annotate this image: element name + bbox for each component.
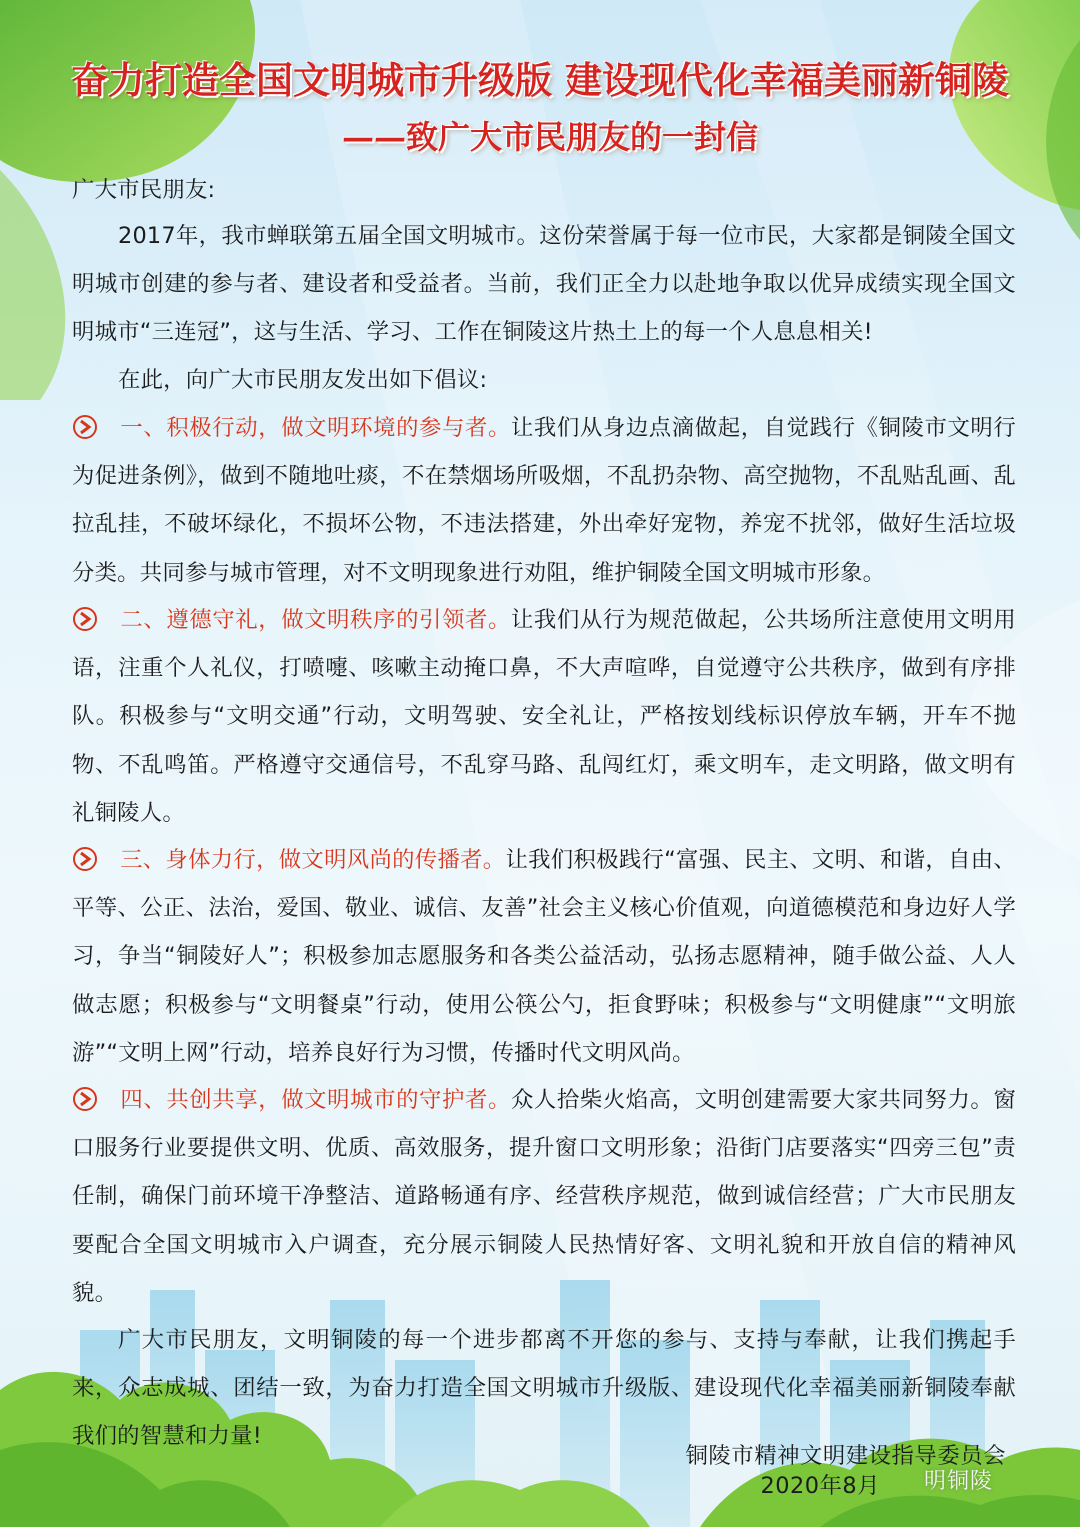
signature-date: 2020年8月 (760, 1473, 880, 1499)
circled-arrow-icon (72, 1086, 120, 1112)
list-item (72, 596, 1016, 837)
item-body: 让我们从行为规范做起，公共场所注意使用文明用语，注重个人礼仪，打喷嚏、咳嗽主动掩口鼻，不大声喧哗，自觉遵守公共秩序，做到有序排队。积极参与“文明交通”行动，文明驾驶、安全礼让，严格按划线标识停放车辆，开车不抛物、不乱鸣笛。严格遵守交通信号，不乱穿马路、乱闯红灯，乘文明车，走文明路，做文明有礼铜陵人。 (72, 607, 1016, 826)
circled-arrow-icon (72, 846, 120, 872)
circled-arrow-icon (72, 606, 120, 632)
item-heading: 一、积极行动，做文明环境的参与者。 (120, 415, 511, 441)
watermark: 明铜陵 (924, 1469, 994, 1494)
item-heading: 二、遵德守礼，做文明秩序的引领者。 (120, 607, 511, 633)
page-title: 奋力打造全国文明城市升级版 建设现代化幸福美丽新铜陵 (71, 58, 1009, 102)
list-item (72, 404, 1016, 597)
item-body: 让我们从身边点滴做起，自觉践行《铜陵市文明行为促进条例》，做到不随地吐痰，不在禁烟场所吸烟，不乱扔杂物、高空抛物，不乱贴乱画、乱拉乱挂，不破坏绿化，不损坏公物，不违法搭建，外出牵好宠物，养宠不扰邻，做好生活垃圾分类。共同参与城市管理，对不文明现象进行劝阻，维护铜陵全国文明城市形象。 (72, 415, 1016, 586)
item-body: 让我们积极践行“富强、民主、文明、和谐，自由、平等、公正、法治，爱国、敬业、诚信、友善”社会主义核心价值观，向道德模范和身边好人学习，争当“铜陵好人”；积极参加志愿服务和各类公益活动，弘扬志愿精神，随手做公益、人人做志愿；积极参与“文明餐桌”行动，使用公筷公勺，拒食野味；积极参与“文明健康”“文明旅游”“文明上网”行动，培养良好行为习惯，传播时代文明风尚。 (72, 847, 1016, 1066)
list-item (72, 836, 1016, 1077)
item-body: 众人拾柴火焰高，文明创建需要大家共同努力。窗口服务行业要提供文明、优质、高效服务，提升窗口文明形象；沿街门店要落实“四旁三包”责任制，确保门前环境干净整洁、道路畅通有序、经营秩序规范，做到诚信经营；广大市民朋友要配合全国文明城市入户调查，充分展示铜陵人民热情好客、文明礼貌和开放自信的精神风貌。 (72, 1087, 1016, 1306)
item-heading: 四、共创共享，做文明城市的守护者。 (120, 1087, 511, 1113)
salutation: 广大市民朋友: (72, 177, 216, 203)
signature-org: 铜陵市精神文明建设指导委员会 (685, 1443, 1006, 1469)
intro-paragraph: 2017年，我市蝉联第五届全国文明城市。这份荣誉属于每一位市民，大家都是铜陵全国文明城市创建的参与者、建设者和受益者。当前，我们正全力以赴地争取以优异成绩实现全国文明城市“三连冠”，这与生活、学习、工作在铜陵这片热土上的每一个人息息相关! (72, 223, 1016, 346)
list-item (72, 1076, 1016, 1317)
closing-paragraph: 广大市民朋友，文明铜陵的每一个进步都离不开您的参与、支持与奉献，让我们携起手来，众志成城、团结一致，为奋力打造全国文明城市升级版、建设现代化幸福美丽新铜陵奉献我们的智慧和力量! (72, 1327, 1016, 1450)
circled-arrow-icon (72, 414, 120, 440)
item-heading: 三、身体力行，做文明风尚的传播者。 (120, 847, 506, 873)
page-subtitle: ——致广大市民朋友的一封信 (341, 118, 758, 156)
call-paragraph: 在此，向广大市民朋友发出如下倡议: (118, 367, 488, 393)
